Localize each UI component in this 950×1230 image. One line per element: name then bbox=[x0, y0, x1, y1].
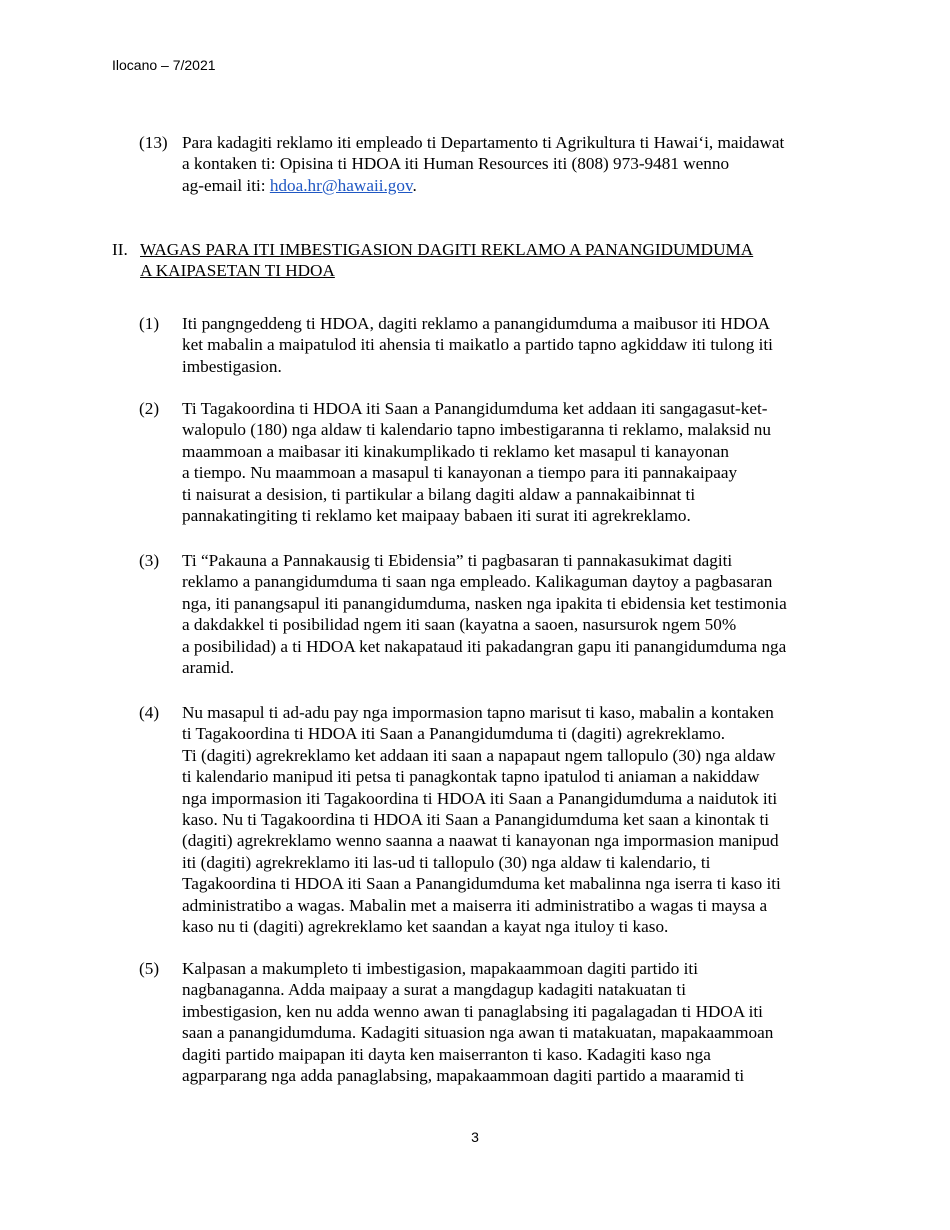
item-number: (2) bbox=[139, 399, 160, 418]
section-title-line: WAGAS PARA ITI IMBESTIGASION DAGITI REKLAMO A PANANGIDUMDUMA bbox=[140, 240, 754, 259]
item-text bbox=[182, 398, 850, 526]
item-text bbox=[182, 313, 850, 377]
text-line: nga impormasion iti Tagakoordina ti HDOA iti Saan a Panangidumduma a naidutok iti bbox=[182, 788, 778, 808]
text-line: a kontaken ti: Opisina ti HDOA iti Human Resources iti (808) 973-9481 wenno bbox=[182, 154, 730, 174]
text-line: ti naisurat a desision, ti partikular a bilang dagiti aldaw a pannakaibinnat ti bbox=[182, 484, 696, 504]
page-number: 3 bbox=[471, 1129, 479, 1145]
text-line: kaso. Nu ti Tagakoordina ti HDOA iti Saan a Panangidumduma ket saan a kinontak ti bbox=[182, 810, 770, 830]
text-line: nga, iti panangsapul iti panangidumduma, nasken nga ipakita ti ebidensia ket testimonia bbox=[182, 593, 787, 613]
item-text bbox=[182, 702, 850, 937]
text-line: Kalpasan a makumpleto ti imbestigasion, mapakaammoan dagiti partido iti bbox=[182, 959, 698, 978]
item-number: (5) bbox=[139, 959, 160, 978]
text-line: Nu masapul ti ad-adu pay nga impormasion tapno marisut ti kaso, mabalin a kontaken bbox=[182, 703, 774, 722]
text-line: a dakdakkel ti posibilidad ngem iti saan (kayatna a saoen, nasursurok ngem 50% bbox=[182, 615, 737, 635]
page-header: Ilocano – 7/2021 bbox=[112, 57, 216, 73]
text-line: ti kalendario manipud iti petsa ti panagkontak tapno ipatulod ti aniaman a nakiddaw bbox=[182, 767, 760, 787]
text-line: kaso nu ti (dagiti) agrekreklamo ket saandan a kayat nga ituloy ti kaso. bbox=[182, 917, 669, 937]
email-suffix: . bbox=[412, 175, 417, 195]
text-line: dagiti partido maipapan iti dayta ken maiserranton ti kaso. Kadagiti kaso nga bbox=[182, 1044, 711, 1064]
text-line: Ti (dagiti) agrekreklamo ket addaan iti saan a napapaut ngem tallopulo (30) nga aldaw bbox=[182, 745, 776, 765]
email-link[interactable]: hdoa.hr@hawaii.gov bbox=[269, 175, 413, 195]
text-line: ti Tagakoordina ti HDOA iti Saan a Panangidumduma ti (dagiti) agrekreklamo. bbox=[182, 724, 726, 744]
section-title-line: A KAIPASETAN TI HDOA bbox=[140, 261, 335, 281]
text-line: (dagiti) agrekreklamo wenno saanna a naawat ti kanayonan nga impormasion manipud bbox=[182, 831, 779, 851]
text-line: agparparang nga adda panaglabsing, mapakaammoan dagiti partido a maaramid ti bbox=[182, 1066, 745, 1086]
text-line: ket mabalin a maipatulod iti ahensia ti maikatlo a partido tapno agkiddaw iti tulong iti bbox=[182, 335, 773, 355]
email-prefix: ag-email iti: bbox=[182, 175, 270, 195]
item-text bbox=[182, 132, 850, 196]
text-line: nagbanaganna. Adda maipaay a surat a mangdagup kadagiti natakuatan ti bbox=[182, 980, 686, 1000]
text-line: maammoan a maibasar iti kinakumplikado ti reklamo ket masapul ti kanayonan bbox=[182, 441, 729, 461]
text-line: walopulo (180) nga aldaw ti kalendario tapno imbestigaranna ti reklamo, malaksid nu bbox=[182, 420, 771, 440]
section-title bbox=[140, 239, 840, 282]
text-line: Iti pangngeddeng ti HDOA, dagiti reklamo a panangidumduma a maibusor iti HDOA bbox=[182, 314, 771, 333]
text-line: a tiempo. Nu maammoan a masapul ti kanayonan a tiempo para iti pannakaipaay bbox=[182, 463, 738, 483]
text-line: Para kadagiti reklamo iti empleado ti Departamento ti Agrikultura ti Hawai‘i, maidawat bbox=[182, 133, 785, 152]
text-line: pannakatingiting ti reklamo ket maipaay babaen iti surat iti agrekreklamo. bbox=[182, 506, 691, 526]
text-line: a posibilidad) a ti HDOA ket nakapataud iti pakadangran gapu iti panangidumduma nga bbox=[182, 636, 787, 656]
section-roman-numeral: II. bbox=[112, 240, 128, 259]
text-line: iti (dagiti) agrekreklamo iti las-ud ti tallopulo (30) nga aldaw ti kalendario, ti bbox=[182, 852, 711, 872]
item-number: (13) bbox=[139, 133, 168, 152]
item-text bbox=[182, 958, 850, 1086]
item-text bbox=[182, 550, 850, 678]
text-line bbox=[182, 175, 850, 196]
text-line: imbestigasion, ken nu adda wenno awan ti panaglabsing iti pagalagadan ti HDOA iti bbox=[182, 1001, 763, 1021]
text-line: administratibo a wagas. Mabalin met a maiserra iti administratibo a wagas ti maysa a bbox=[182, 895, 768, 915]
text-line: Ti “Pakauna a Pannakausig ti Ebidensia” ti pagbasaran ti pannakasukimat dagiti bbox=[182, 551, 733, 570]
text-line: Tagakoordina ti HDOA iti Saan a Panangidumduma ket mabalinna nga iserra ti kaso iti bbox=[182, 874, 781, 894]
item-number: (1) bbox=[139, 314, 160, 333]
text-line: aramid. bbox=[182, 658, 235, 678]
text-line: Ti Tagakoordina ti HDOA iti Saan a Panangidumduma ket addaan iti sangagasut-ket- bbox=[182, 399, 768, 418]
text-line: saan a panangidumduma. Kadagiti situasion nga awan ti matakuatan, mapakaammoan bbox=[182, 1023, 774, 1043]
text-line: reklamo a panangidumduma ti saan nga empleado. Kalikaguman daytoy a pagbasaran bbox=[182, 572, 773, 592]
item-number: (4) bbox=[139, 703, 160, 722]
item-number: (3) bbox=[139, 551, 160, 570]
text-line: imbestigasion. bbox=[182, 356, 282, 376]
